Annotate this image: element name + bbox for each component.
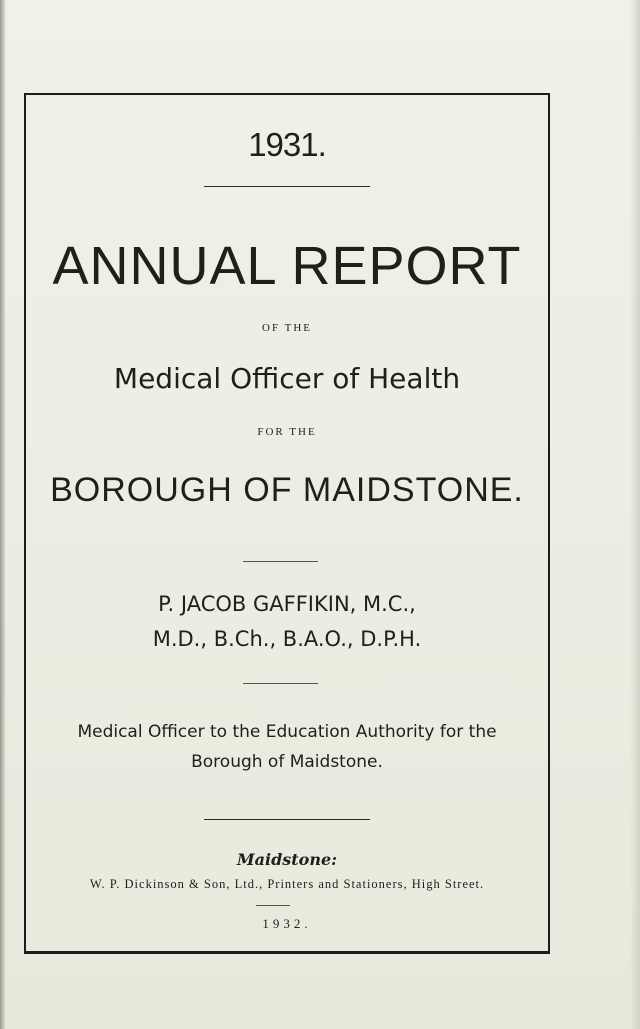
- author-role-continued: Borough of Maidstone.: [191, 752, 383, 772]
- report-year: 1931.: [248, 126, 326, 163]
- divider-rule: [243, 561, 318, 562]
- officer-title: Medical Officer of Health: [113, 362, 461, 395]
- divider-rule: [256, 905, 290, 906]
- for-the-label: FOR THE: [257, 426, 317, 438]
- title-page-border: [24, 93, 550, 954]
- divider-rule: [243, 683, 318, 684]
- imprint-printers: W. P. Dickinson & Son, Ltd., Printers and Stationers, High Street.: [89, 877, 485, 891]
- author-name: P. JACOB GAFFIKIN, M.C.,: [158, 592, 416, 616]
- imprint-place: Maidstone:: [236, 850, 338, 869]
- borough-name: BOROUGH OF MAIDSTONE.: [50, 471, 524, 509]
- author-degrees: M.D., B.Ch., B.A.O., D.P.H.: [152, 627, 422, 651]
- author-role: Medical Officer to the Education Authority for the: [77, 722, 497, 742]
- page-edge: [630, 0, 640, 1029]
- spine-shadow: [0, 0, 6, 1029]
- report-title: ANNUAL REPORT: [52, 236, 522, 296]
- of-the-label: OF THE: [262, 322, 312, 334]
- imprint-year: 1932.: [262, 916, 312, 931]
- divider-rule: [204, 186, 370, 187]
- divider-rule: [204, 819, 370, 820]
